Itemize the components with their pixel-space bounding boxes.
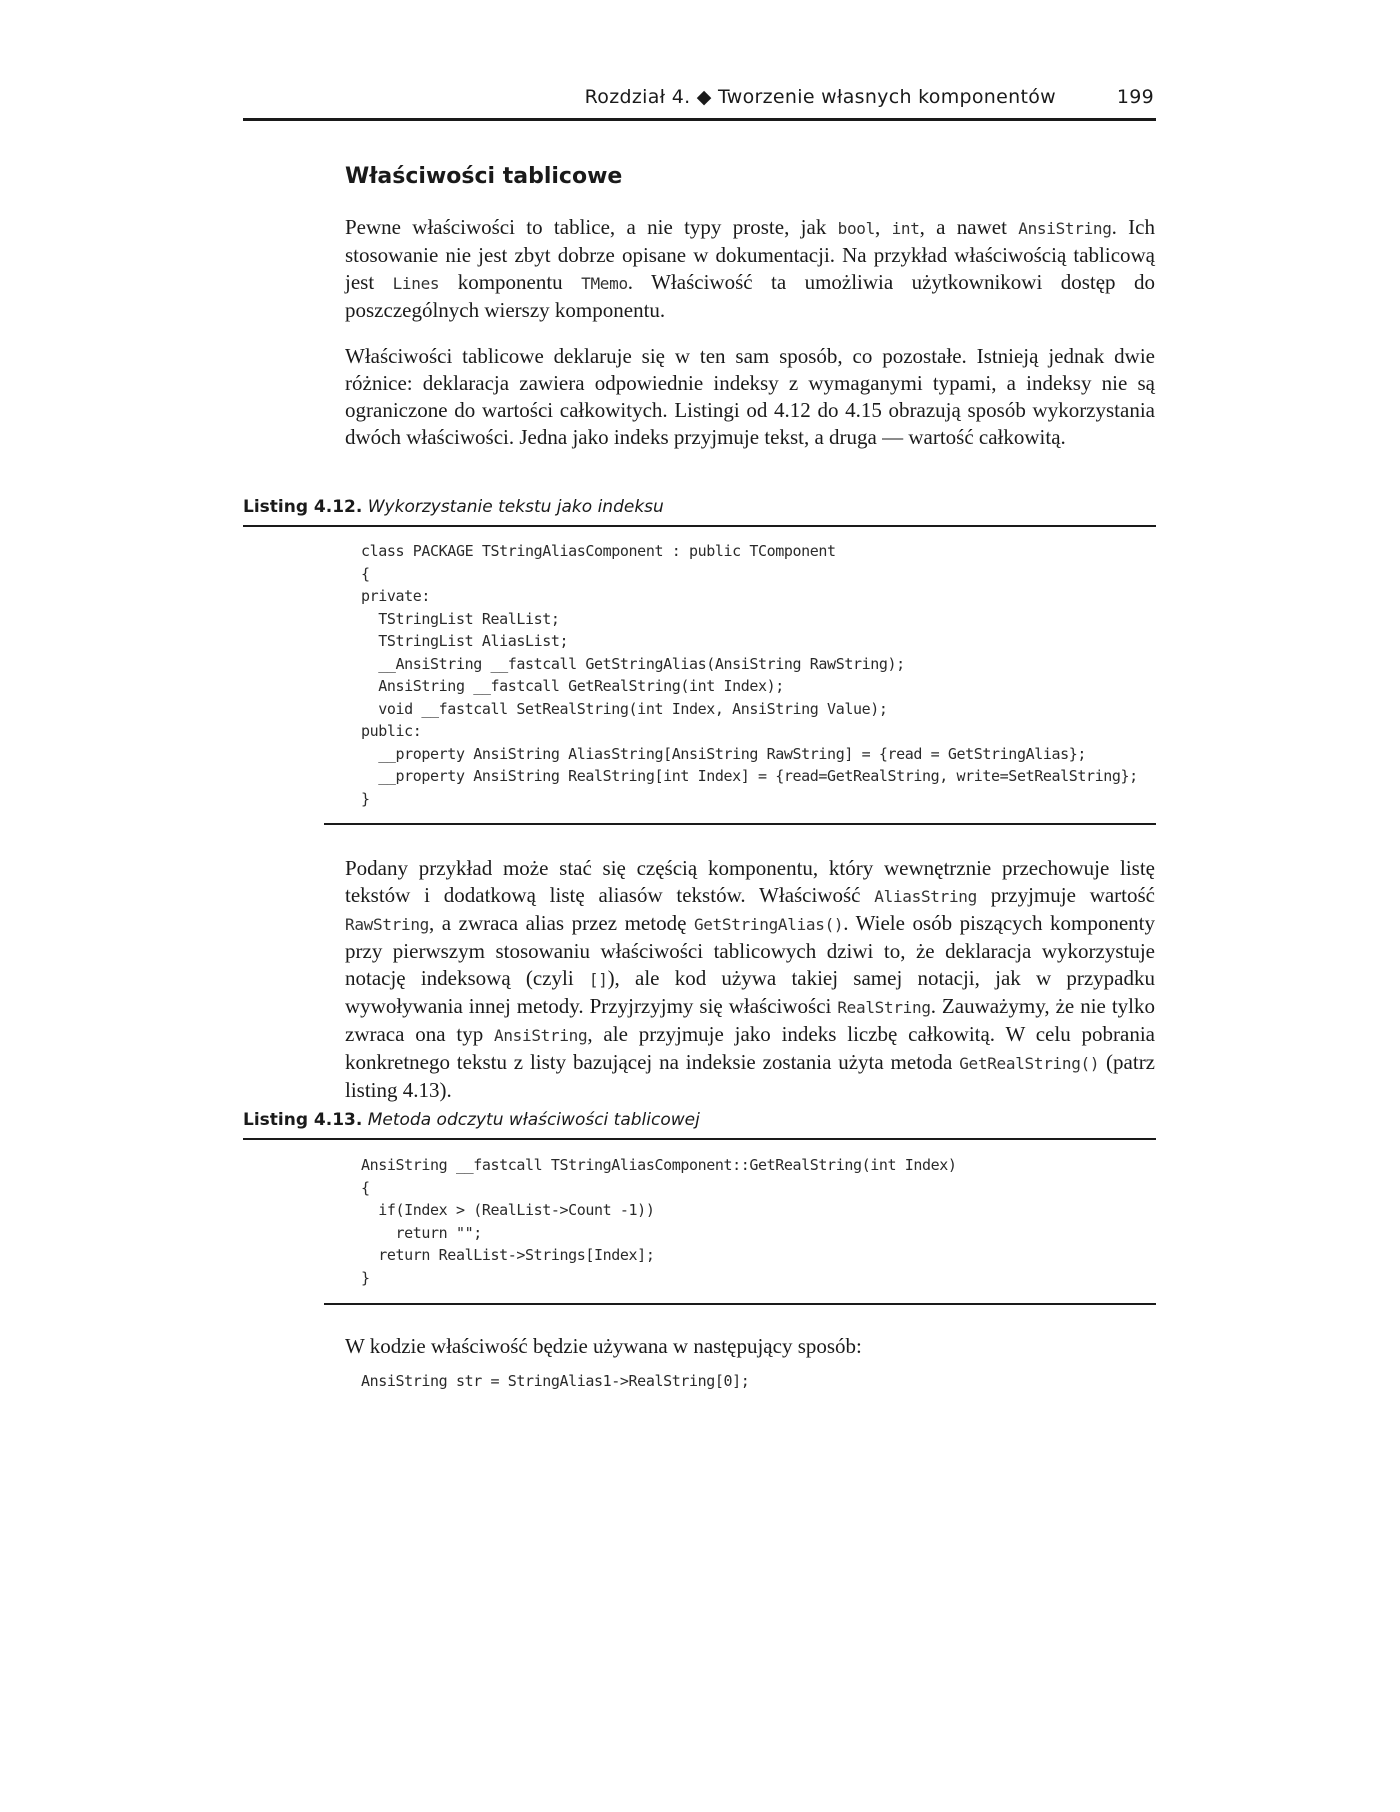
paragraph-explanation: Podany przykład może stać się częścią komponentu, który wewnętrznie przechowuje listę tekstów i dodatkową listę aliasów tekstów. Właściwość AliasString przyjmuje wartość RawString, a zwraca alias przez metodę GetStringAlias(). Wiele osób piszących komponenty przy pierwszym stosowaniu właściwości tablicowych dziwi to, że deklaracja wykorzystuje notację indeksową (czyli []), ale kod używa takiej samej notacji, jak w przypadku wywoływania innej metody. Przyjrzyjmy się właściwości RealString. Zauważymy, że nie tylko zwraca ona typ AnsiString, ale przyjmuje jako indeks liczbę całkowitą. W celu pobrania konkretnego tekstu z listy bazującej na indeksie zostania użyta metoda GetRealString() (patrz listing 4.13). [345, 856, 1156, 1102]
running-header [243, 78, 1156, 121]
section-heading: Właściwości tablicowe [345, 164, 623, 189]
inline-code: TMemo [581, 274, 628, 293]
inline-code: Lines [392, 274, 440, 293]
listing-end-rule [324, 823, 1156, 825]
paragraph-usage: W kodzie właściwość będzie używana w następujący sposób: [345, 1334, 862, 1358]
inline-code: AnsiString [1018, 219, 1112, 238]
inline-code: AliasString [874, 887, 977, 906]
inline-code: GetRealString() [959, 1054, 1100, 1073]
code-usage-line: AnsiString str = StringAlias1->RealString[0]; [361, 1372, 750, 1390]
inline-code: AnsiString [494, 1026, 588, 1045]
page-number: 199 [1116, 86, 1154, 108]
listing-title: Wykorzystanie tekstu jako indeksu [367, 497, 664, 517]
inline-code: bool [837, 219, 875, 238]
paragraph-array-properties: Właściwości tablicowe deklaruje się w ten sam sposób, co pozostałe. Istnieją jednak dwie różnice: deklaracja zawiera odpowiednie indeksy z wymaganymi typami, a indeksy nie są ograniczone do wartości całkowitych. Listingi od 4.12 do 4.15 obrazują sposób wykorzystania dwóch właściwości. Jedna jako indeks przyjmuje tekst, a druga — wartość całkowitą. [345, 344, 1155, 449]
listing-end-rule [324, 1303, 1156, 1305]
inline-code: int [891, 219, 920, 238]
listing-caption-4-12 [243, 497, 1156, 527]
inline-code: GetStringAlias() [693, 915, 844, 934]
inline-code: RawString [345, 915, 429, 934]
listing-number: Listing 4.12. [243, 497, 363, 517]
chapter-title: Rozdział 4. ◆ Tworzenie własnych komponentów [584, 86, 1056, 108]
listing-number: Listing 4.13. [243, 1110, 363, 1130]
listing-title: Metoda odczytu właściwości tablicowej [367, 1110, 700, 1130]
inline-code: [] [588, 970, 608, 989]
code-listing-4-13: AnsiString __fastcall TStringAliasComponent::GetRealString(int Index) { if(Index > (RealList->Count -1)) return ""; return RealList->Strings[Index]; } [361, 1156, 957, 1287]
listing-caption-4-13 [243, 1110, 1156, 1140]
paragraph-intro: Pewne właściwości to tablice, a nie typy proste, jak bool, int, a nawet AnsiString. Ich stosowanie nie jest zbyt dobrze opisane w dokumentacji. Na przykład właściwością tablicową jest Lines komponentu TMemo. Właściwość ta umożliwia użytkownikowi dostęp do poszczególnych wierszy komponentu. [345, 215, 1155, 322]
code-listing-4-12: class PACKAGE TStringAliasComponent : public TComponent { private: TStringList RealList; TStringList AliasList; __AnsiString __fastcall GetStringAlias(AnsiString RawString); AnsiString __fastcall GetRealString(int Index); void __fastcall SetRealString(int Index, AnsiString Value); public: __property AnsiString AliasString[AnsiString RawString] = {read = GetStringAlias}; __property AnsiString RealString[int Index] = {read=GetRealString, write=SetRealString}; } [361, 542, 1138, 808]
inline-code: RealString [837, 998, 931, 1017]
